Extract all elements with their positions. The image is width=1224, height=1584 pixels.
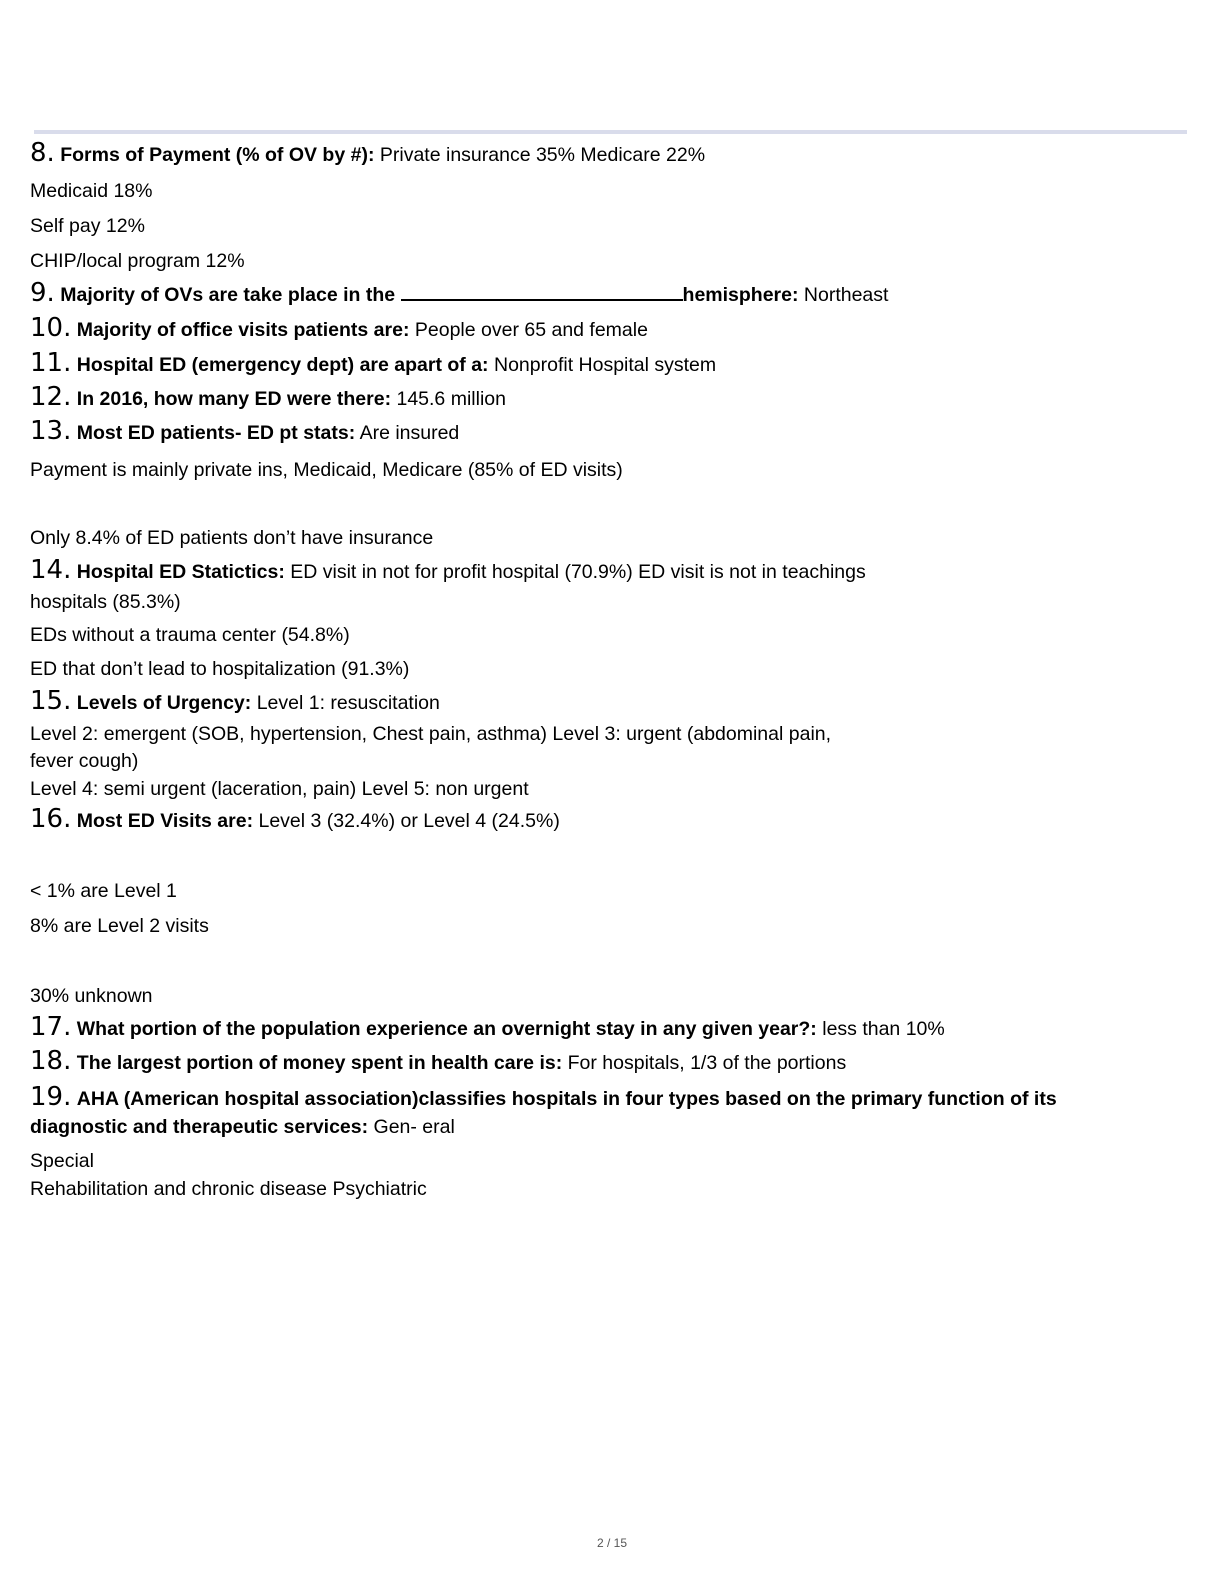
item-number: 19. <box>30 1082 72 1112</box>
item-number: 18. <box>30 1046 72 1076</box>
page-number: 2 / 15 <box>596 1536 628 1550</box>
text-line: Special <box>30 1150 94 1172</box>
item-number: 10. <box>30 313 72 343</box>
answer-text: For hospitals, 1/3 of the portions <box>567 1052 847 1074</box>
question-text: Most ED patients- ED pt stats: <box>76 422 356 444</box>
answer-text: Level 1: resuscitation <box>256 692 440 714</box>
question-text: Majority of OVs are take place in the <box>60 284 396 306</box>
text-line: ED that don’t lead to hospitalization (91.3%) <box>30 658 410 680</box>
item-number: 9. <box>30 278 55 308</box>
text-line: 8% are Level 2 visits <box>30 915 209 937</box>
text-line: Medicaid 18% <box>30 180 153 202</box>
text-line: fever cough) <box>30 750 139 772</box>
item-9 <box>30 280 888 308</box>
item-number: 15. <box>30 686 72 716</box>
item-17 <box>30 1014 945 1042</box>
header-rule <box>34 130 1187 134</box>
item-number: 13. <box>30 416 72 446</box>
item-8 <box>30 140 705 168</box>
item-10 <box>30 315 648 343</box>
item-16 <box>30 806 560 834</box>
item-18 <box>30 1048 846 1076</box>
question-text-cont: hemisphere: <box>682 284 799 306</box>
answer-text: ED visit in not for profit hospital (70.9%) ED visit is not in teachings <box>290 561 866 583</box>
text-line: 30% unknown <box>30 985 153 1007</box>
item-number: 17. <box>30 1012 72 1042</box>
answer-text: Are insured <box>359 422 460 444</box>
text-line: hospitals (85.3%) <box>30 591 181 613</box>
item-19 <box>30 1083 1130 1141</box>
text-line: Rehabilitation and chronic disease Psychiatric <box>30 1178 427 1200</box>
text-line: Level 2: emergent (SOB, hypertension, Chest pain, asthma) Level 3: urgent (abdominal pain, <box>30 723 832 745</box>
item-number: 8. <box>30 138 55 168</box>
question-text: Forms of Payment (% of OV by #): <box>60 144 375 166</box>
question-text: Hospital ED Statictics: <box>76 561 285 583</box>
text-line: EDs without a trauma center (54.8%) <box>30 624 350 646</box>
answer-text: People over 65 and female <box>414 319 648 341</box>
text-line: Level 4: semi urgent (laceration, pain) Level 5: non urgent <box>30 778 529 800</box>
question-text: Majority of office visits patients are: <box>76 319 410 341</box>
answer-text: Level 3 (32.4%) or Level 4 (24.5%) <box>258 810 560 832</box>
question-text: Hospital ED (emergency dept) are apart of a: <box>76 354 489 376</box>
question-text: AHA (American hospital association)classifies hospitals in four types based on the primary function of its diagnostic and therapeutic services: <box>30 1088 1057 1138</box>
question-text: What portion of the population experience an overnight stay in any given year?: <box>76 1018 817 1040</box>
answer-text: Private insurance 35% Medicare 22% <box>379 144 706 166</box>
item-11 <box>30 350 716 378</box>
item-number: 11. <box>30 348 72 378</box>
text-line: CHIP/local program 12% <box>30 250 245 272</box>
text-line: Only 8.4% of ED patients don’t have insurance <box>30 527 434 549</box>
answer-text: Nonprofit Hospital system <box>493 354 717 376</box>
answer-text: 145.6 million <box>396 388 506 410</box>
answer-text: less than 10% <box>822 1018 945 1040</box>
item-number: 12. <box>30 382 72 412</box>
item-number: 16. <box>30 804 72 834</box>
question-text: Levels of Urgency: <box>76 692 252 714</box>
answer-text: Gen- eral <box>373 1116 455 1138</box>
item-12 <box>30 384 506 412</box>
answer-text: Northeast <box>803 284 889 306</box>
question-text: In 2016, how many ED were there: <box>76 388 392 410</box>
item-14 <box>30 557 866 585</box>
item-13 <box>30 418 459 446</box>
text-line: Payment is mainly private ins, Medicaid, Medicare (85% of ED visits) <box>30 459 623 481</box>
fill-in-blank <box>401 281 683 301</box>
question-text: The largest portion of money spent in health care is: <box>76 1052 563 1074</box>
item-number: 14. <box>30 555 72 585</box>
item-15 <box>30 688 440 716</box>
text-line: Self pay 12% <box>30 215 145 237</box>
text-line: < 1% are Level 1 <box>30 880 177 902</box>
question-text: Most ED Visits are: <box>76 810 254 832</box>
